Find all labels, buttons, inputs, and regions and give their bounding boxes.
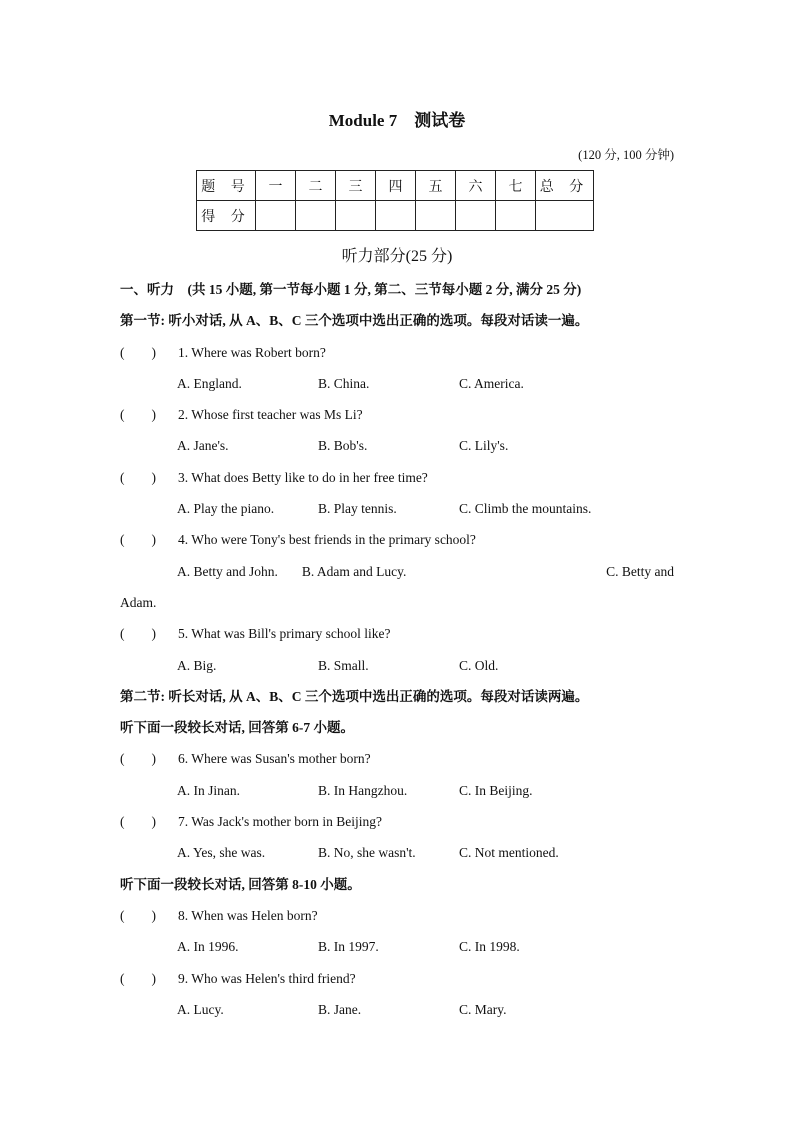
option-c: C. Not mentioned. — [459, 845, 559, 861]
option-a: A. Yes, she was. — [177, 845, 266, 861]
score-table-score-row — [197, 201, 594, 231]
part2-instruction: 第二节: 听长对话, 从 A、B、C 三个选项中选出正确的选项。每段对话读两遍。 — [120, 688, 589, 704]
option-b: B. Jane. — [318, 1001, 362, 1017]
score-table-total-label: 总 分 — [536, 171, 594, 201]
option-c: C. In 1998. — [459, 939, 520, 955]
score-cell[interactable] — [536, 201, 594, 231]
score-cell[interactable] — [456, 201, 496, 231]
question-stem: 1. Where was Robert born? — [178, 344, 326, 360]
part1-instruction: 第一节: 听小对话, 从 A、B、C 三个选项中选出正确的选项。每段对话读一遍。 — [120, 313, 589, 329]
question-stem: 2. Whose first teacher was Ms Li? — [178, 407, 363, 423]
score-table-col: 一 — [256, 171, 296, 201]
option-a: A. Play the piano. — [177, 501, 275, 517]
answer-blank[interactable]: ( ) — [120, 814, 156, 830]
question-item — [120, 403, 674, 434]
option-c: C. Old. — [459, 657, 499, 673]
option-c: C. Climb the mountains. — [459, 501, 592, 517]
option-row — [120, 434, 674, 465]
answer-blank[interactable]: ( ) — [120, 469, 156, 485]
option-b: B. Play tennis. — [318, 501, 397, 517]
question-item — [120, 528, 674, 559]
option-row — [120, 779, 674, 810]
option-b: B. Small. — [318, 657, 369, 673]
score-table-col: 三 — [336, 171, 376, 201]
section-heading: 一、听力 (共 15 小题, 第一节每小题 1 分, 第二、三节每小题 2 分, 满分 25 分) — [120, 282, 582, 297]
question-section — [120, 278, 674, 1029]
question-stem: 8. When was Helen born? — [178, 907, 318, 923]
option-b: B. In Hangzhou. — [318, 782, 408, 798]
dialog-instruction: 听下面一段较长对话, 回答第 8-10 小题。 — [120, 876, 361, 892]
score-table-col: 五 — [416, 171, 456, 201]
option-row — [120, 998, 674, 1029]
question-stem: 5. What was Bill's primary school like? — [178, 626, 391, 642]
option-b: B. Adam and Lucy. — [301, 563, 407, 579]
part-title: 听力部分(25 分) — [341, 248, 453, 265]
option-c-continuation: Adam. — [120, 594, 157, 610]
answer-blank[interactable]: ( ) — [120, 344, 156, 360]
question-item — [120, 747, 674, 778]
question-item — [120, 904, 674, 935]
option-b: B. No, she wasn't. — [318, 845, 416, 861]
option-b: B. China. — [318, 375, 370, 391]
option-row — [120, 841, 674, 872]
answer-blank[interactable]: ( ) — [120, 751, 156, 767]
score-cell[interactable] — [416, 201, 456, 231]
option-row — [120, 372, 674, 403]
option-a: A. In Jinan. — [177, 782, 240, 798]
answer-blank[interactable]: ( ) — [120, 407, 156, 423]
option-row — [120, 935, 674, 966]
score-table-col: 六 — [456, 171, 496, 201]
score-table-col: 二 — [296, 171, 336, 201]
question-item — [120, 622, 674, 653]
score-cell[interactable] — [336, 201, 376, 231]
question-stem: 9. Who was Helen's third friend? — [178, 970, 356, 986]
score-cell[interactable] — [256, 201, 296, 231]
score-table — [196, 170, 594, 231]
score-table-row-label: 得 分 — [197, 201, 256, 231]
score-table-col: 四 — [376, 171, 416, 201]
question-item — [120, 967, 674, 998]
answer-blank[interactable]: ( ) — [120, 907, 156, 923]
option-a: A. Betty and John. — [177, 563, 278, 579]
score-cell[interactable] — [496, 201, 536, 231]
option-row — [120, 654, 674, 685]
option-c: C. Betty and — [606, 563, 674, 579]
option-a: A. Big. — [177, 657, 217, 673]
question-stem: 6. Where was Susan's mother born? — [178, 751, 371, 767]
option-c: C. In Beijing. — [459, 782, 533, 798]
answer-blank[interactable]: ( ) — [120, 970, 156, 986]
option-c: C. Mary. — [459, 1001, 507, 1017]
score-table-row-label: 题 号 — [197, 171, 256, 201]
question-stem: 4. Who were Tony's best friends in the primary school? — [178, 532, 476, 548]
option-row — [120, 497, 674, 528]
score-cell[interactable] — [296, 201, 336, 231]
question-stem: 3. What does Betty like to do in her free time? — [178, 469, 428, 485]
option-a: A. Jane's. — [177, 438, 229, 454]
option-a: A. England. — [177, 375, 242, 391]
answer-blank[interactable]: ( ) — [120, 626, 156, 642]
option-c: C. Lily's. — [459, 438, 509, 454]
option-b: B. Bob's. — [318, 438, 368, 454]
question-stem: 7. Was Jack's mother born in Beijing? — [178, 814, 382, 830]
score-table-header-row — [197, 171, 594, 201]
score-time-info: (120 分, 100 分钟) — [578, 148, 674, 162]
question-item — [120, 466, 674, 497]
question-item — [120, 341, 674, 372]
option-b: B. In 1997. — [318, 939, 379, 955]
page-title: Module 7 测试卷 — [328, 111, 466, 130]
dialog-instruction: 听下面一段较长对话, 回答第 6-7 小题。 — [120, 720, 354, 736]
score-table-col: 七 — [496, 171, 536, 201]
score-cell[interactable] — [376, 201, 416, 231]
answer-blank[interactable]: ( ) — [120, 532, 156, 548]
option-c: C. America. — [459, 375, 524, 391]
option-row — [120, 560, 674, 591]
question-item — [120, 810, 674, 841]
option-a: A. In 1996. — [177, 939, 239, 955]
option-a: A. Lucy. — [177, 1001, 224, 1017]
